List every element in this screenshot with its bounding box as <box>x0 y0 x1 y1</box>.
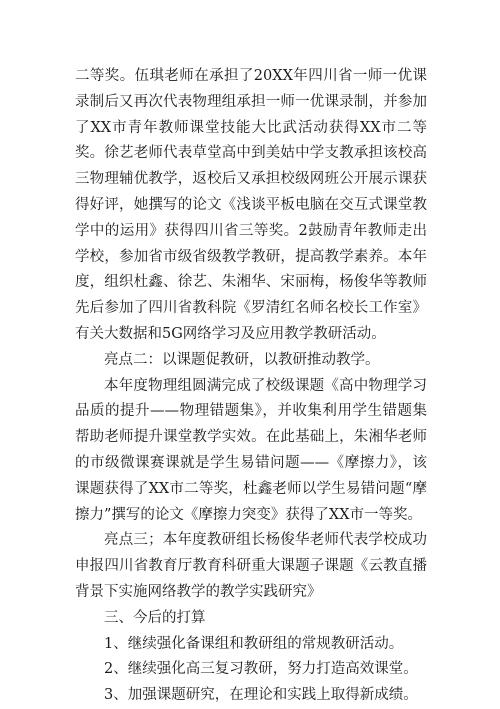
highlight-2-paragraph: 本年度物理组圆满完成了校级课题《高中物理学习品质的提升——物理错题集》，并收集利用学生错题集帮助老师提升课堂教学实效。在此基础上，朱湘华老师的市级微课赛课就是学生易错问题——《摩擦力》，该课题获得了XX市二等奖，杜鑫老师以学生易错问题“摩擦力”撰写的论文《摩擦力突变》获得了XX市一等奖。 <box>75 377 427 523</box>
highlight-2-heading: 亮点二：以课题促教研，以教研推动教学。 <box>104 351 380 368</box>
plan-item-2: 2、继续强化高三复习教研，努力打造高效课堂。 <box>104 661 418 678</box>
continuation-paragraph: 二等奖。伍琪老师在承担了20XX年四川省一师一优课录制后又再次代表物理组承担一师一优课录制，并参加了XX市青年教师课堂技能大比武活动获得XX市二等奖。徐艺老师代表草堂高中到美姑中学支教承担该校高三物理辅优教学，返校后又承担校级网班公开展示课获得好评，她撰写的论文《浅谈平板电脑在交互式课堂教学中的运用》获得四川省三等奖。2鼓励青年教师走出学校，参加省市级省级教学教研，提高教学素养。本年度，组织杜鑫、徐艺、朱湘华、宋丽梅，杨俊华等教师先后参加了四川省教科院《罗清红名师名校长工作室》有关大数据和5G网络学习及应用教学教研活动。 <box>75 68 427 342</box>
highlight-3-paragraph: 亮点三；本年度教研组长杨俊华老师代表学校成功申报四川省教育厅教育科研重大课题子课题《云教直播背景下实施网络教学的教学实践研究》 <box>75 532 427 600</box>
section-3-heading: 三、今后的打算 <box>104 609 206 626</box>
plan-item-3: 3、加强课题研究，在理论和实践上取得新成绩。 <box>104 687 418 704</box>
plan-item-1: 1、继续强化备课组和教研组的常规教研活动。 <box>104 635 404 652</box>
document-body <box>75 64 427 709</box>
